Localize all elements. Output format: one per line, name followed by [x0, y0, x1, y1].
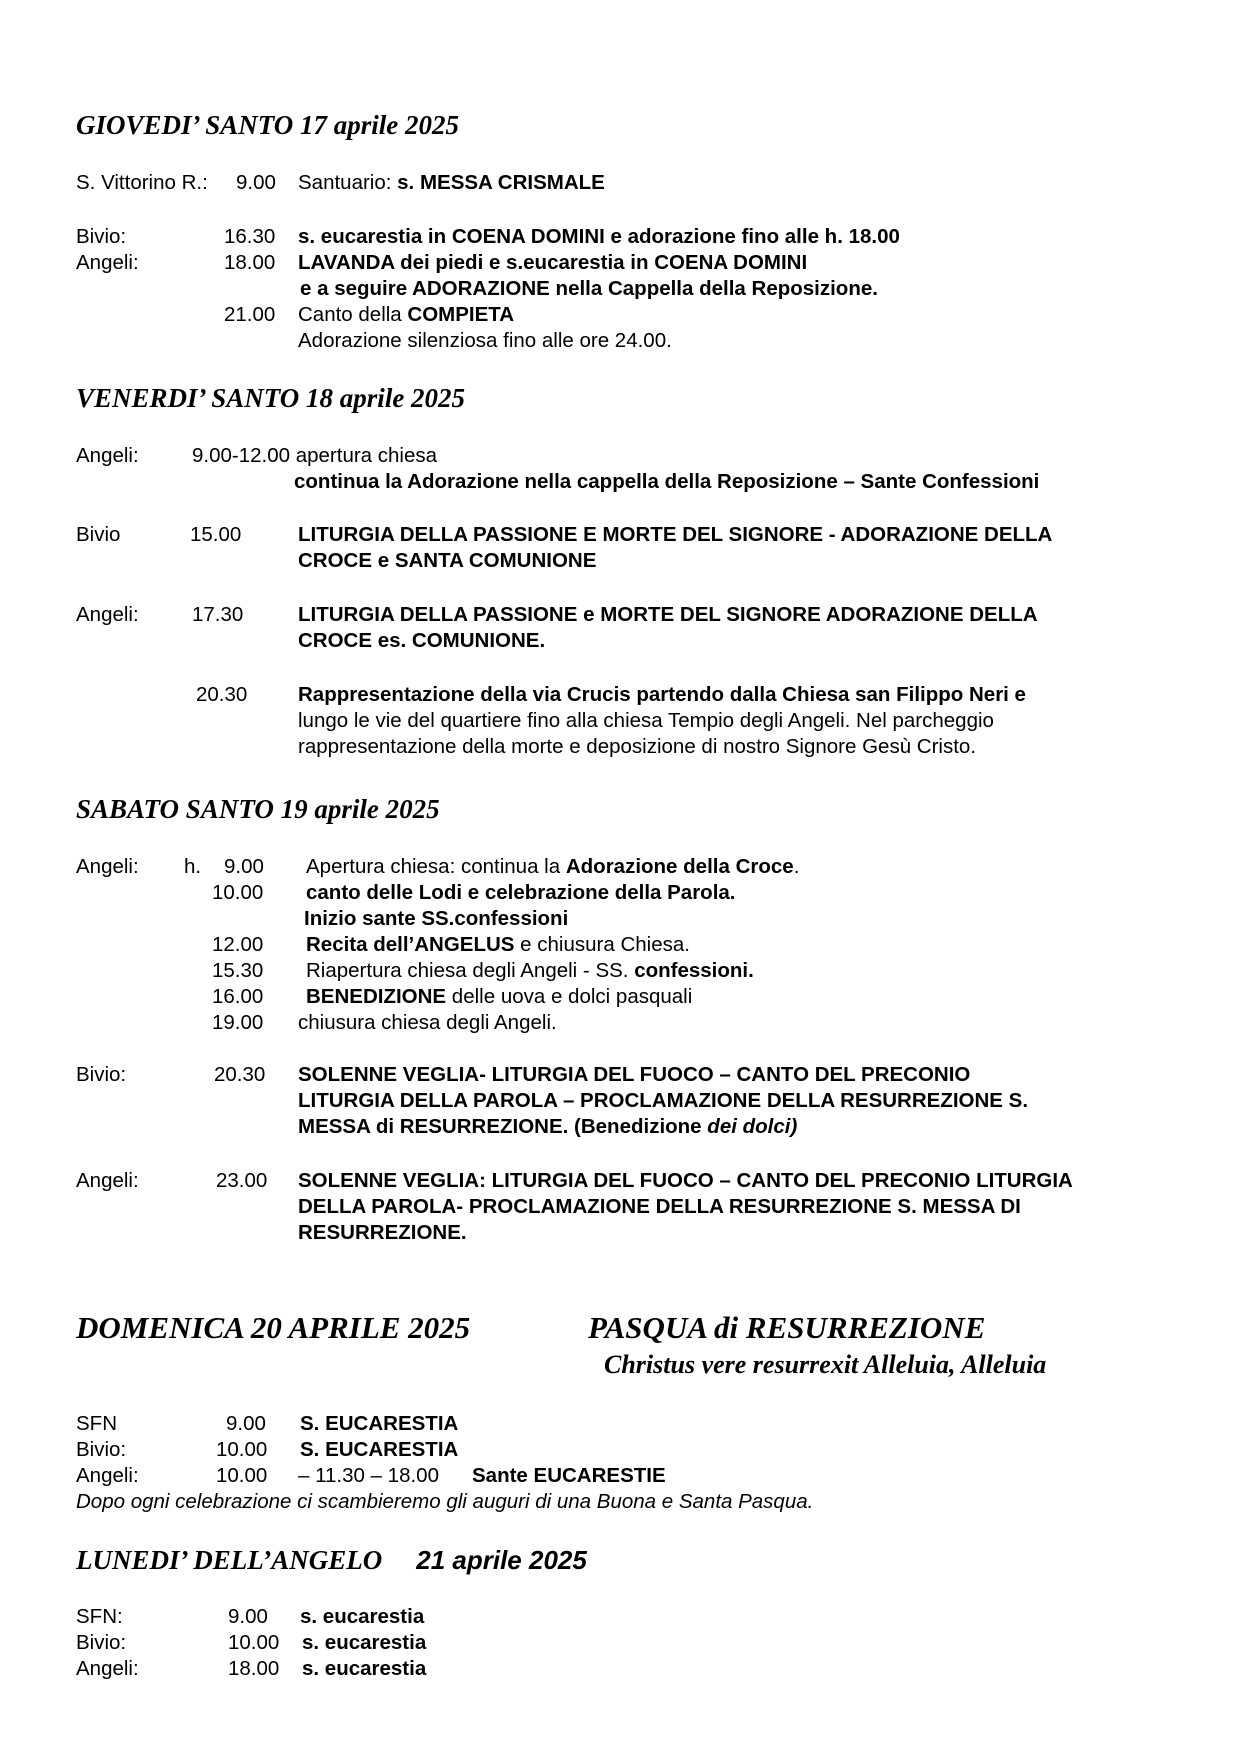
place-label: SFN:	[76, 1605, 123, 1628]
section-title-lunedi-name: LUNEDI’ DELL’ANGELO	[76, 1545, 383, 1575]
event-text: SOLENNE VEGLIA: LITURGIA DEL FUOCO – CANTO DEL PRECONIO LITURGIA	[298, 1169, 1073, 1192]
event-text-cont: DELLA PAROLA- PROCLAMAZIONE DELLA RESURREZIONE S. MESSA DI	[298, 1195, 1021, 1218]
time-label: 20.30	[196, 683, 248, 706]
place-label: Bivio	[76, 523, 121, 546]
time-list: – 11.30 – 18.00	[298, 1464, 439, 1487]
section-title-giovedi: GIOVEDI’ SANTO 17 aprile 2025	[76, 110, 460, 140]
event-text	[298, 170, 605, 196]
time-label: 17.30	[192, 603, 244, 626]
event-text: LITURGIA DELLA PASSIONE e MORTE DEL SIGNORE ADORAZIONE DELLA	[298, 603, 1038, 626]
event-text: canto delle Lodi e celebrazione della Parola.	[306, 881, 736, 904]
event-text: Rappresentazione della via Crucis partendo dalla Chiesa san Filippo Neri e	[298, 683, 1026, 706]
section-title-domenica: DOMENICA 20 APRILE 2025	[76, 1310, 471, 1345]
event-text-cont: Adorazione silenziosa fino alle ore 24.00.	[298, 329, 672, 352]
event-prefix: Canto della	[298, 303, 402, 326]
place-label: Angeli:	[76, 1657, 139, 1680]
event-text	[298, 302, 514, 328]
event-suffix: .	[793, 855, 800, 878]
section-title-lunedi	[76, 1545, 587, 1576]
time-label: 9.00	[228, 1605, 268, 1628]
event-bold: COMPIETA	[407, 303, 515, 326]
time-label: 18.00	[224, 251, 276, 274]
event-text-cont: LITURGIA DELLA PAROLA – PROCLAMAZIONE DELLA RESURREZIONE S.	[298, 1089, 1029, 1112]
section-subtitle: Christus vere resurrexit Alleluia, Alleluia	[604, 1350, 1047, 1379]
event-text: 9.00-12.00 apertura chiesa	[192, 444, 438, 467]
time-label: 9.00	[236, 171, 276, 194]
event-text: LITURGIA DELLA PASSIONE E MORTE DEL SIGNORE - ADORAZIONE DELLA	[298, 523, 1053, 546]
time-label: 10.00	[228, 1631, 280, 1654]
time-label: 9.00	[224, 855, 264, 878]
place-label: SFN	[76, 1412, 117, 1435]
event-bold: MESSA di RESURREZIONE. (Benedizione	[298, 1115, 702, 1138]
event-prefix: Riapertura chiesa degli Angeli - SS.	[306, 959, 629, 982]
time-label: 21.00	[224, 303, 276, 326]
time-label: 15.30	[212, 959, 264, 982]
place-label: Angeli:	[76, 603, 139, 626]
event-text: chiusura chiesa degli Angeli.	[298, 1011, 557, 1034]
time-label: 16.30	[224, 225, 276, 248]
time-label: 18.00	[228, 1657, 280, 1680]
time-label: 12.00	[212, 933, 264, 956]
place-label: S. Vittorino R.:	[76, 171, 208, 194]
event-text	[306, 958, 754, 984]
event-text-cont: CROCE es. COMUNIONE.	[298, 629, 546, 652]
event-text	[306, 854, 799, 880]
place-label: Angeli:	[76, 855, 139, 878]
section-title-sabato: SABATO SANTO 19 aprile 2025	[76, 794, 440, 824]
place-label: Angeli:	[76, 1464, 139, 1487]
time-label: 23.00	[216, 1169, 268, 1192]
event-text: s. eucarestia	[300, 1605, 425, 1628]
time-label: 10.00	[216, 1464, 268, 1487]
event-text	[306, 984, 692, 1010]
event-bold: Adorazione della Croce	[565, 855, 794, 878]
event-text-cont: CROCE e SANTA COMUNIONE	[298, 549, 597, 572]
event-text-cont: RESURREZIONE.	[298, 1221, 467, 1244]
event-italic: dei dolci)	[707, 1115, 798, 1138]
event-suffix: e chiusura Chiesa.	[514, 933, 690, 956]
time-label: 15.00	[190, 523, 242, 546]
place-label: Angeli:	[76, 444, 139, 467]
event-text: Sante EUCARESTIE	[472, 1464, 666, 1487]
time-label: 16.00	[212, 985, 264, 1008]
place-label: Bivio:	[76, 1438, 127, 1461]
time-label: 20.30	[214, 1063, 266, 1086]
time-label: 10.00	[212, 881, 264, 904]
section-title-pasqua: PASQUA di RESURREZIONE	[588, 1310, 986, 1345]
time-label: 9.00	[226, 1412, 266, 1435]
event-text: LAVANDA dei piedi e s.eucarestia in COENA DOMINI	[298, 251, 808, 274]
event-bold: s. MESSA CRISMALE	[397, 171, 605, 194]
place-label: Bivio:	[76, 1063, 127, 1086]
event-text-cont: continua la Adorazione nella cappella della Reposizione – Sante Confessioni	[294, 470, 1040, 493]
event-suffix: delle uova e dolci pasquali	[446, 985, 693, 1008]
section-title-lunedi-date: 21 aprile 2025	[416, 1545, 587, 1575]
event-prefix: Apertura chiesa: continua la	[306, 855, 561, 878]
event-text-cont: Inizio sante SS.confessioni	[304, 907, 569, 930]
event-text: S. EUCARESTIA	[300, 1438, 459, 1461]
event-text: s. eucarestia	[302, 1631, 427, 1654]
event-text-cont: lungo le vie del quartiere fino alla chiesa Tempio degli Angeli. Nel parcheggio	[298, 709, 994, 732]
event-text-cont	[298, 1114, 797, 1140]
time-label: 19.00	[212, 1011, 264, 1034]
event-bold: BENEDIZIONE	[306, 985, 447, 1008]
closing-note: Dopo ogni celebrazione ci scambieremo gli auguri di una Buona e Santa Pasqua.	[76, 1490, 814, 1513]
event-text: s. eucarestia	[302, 1657, 427, 1680]
place-label: Bivio:	[76, 1631, 127, 1654]
event-prefix: Santuario:	[298, 171, 392, 194]
event-bold: confessioni.	[634, 959, 754, 982]
event-text-cont: e a seguire ADORAZIONE nella Cappella della Reposizione.	[300, 277, 878, 300]
time-label: 10.00	[216, 1438, 268, 1461]
event-text: S. EUCARESTIA	[300, 1412, 459, 1435]
section-title-venerdi: VENERDI’ SANTO 18 aprile 2025	[76, 383, 466, 413]
place-label: Bivio:	[76, 225, 127, 248]
event-bold: Recita dell’ANGELUS	[306, 933, 515, 956]
event-text	[306, 932, 690, 958]
event-text: s. eucarestia in COENA DOMINI e adorazione fino alle h. 18.00	[298, 225, 900, 248]
event-text: SOLENNE VEGLIA- LITURGIA DEL FUOCO – CANTO DEL PRECONIO	[298, 1063, 971, 1086]
event-text-cont: rappresentazione della morte e deposizione di nostro Signore Gesù Cristo.	[298, 735, 977, 758]
place-label: Angeli:	[76, 1169, 139, 1192]
place-label: Angeli:	[76, 251, 139, 274]
hour-prefix: h.	[184, 855, 202, 878]
